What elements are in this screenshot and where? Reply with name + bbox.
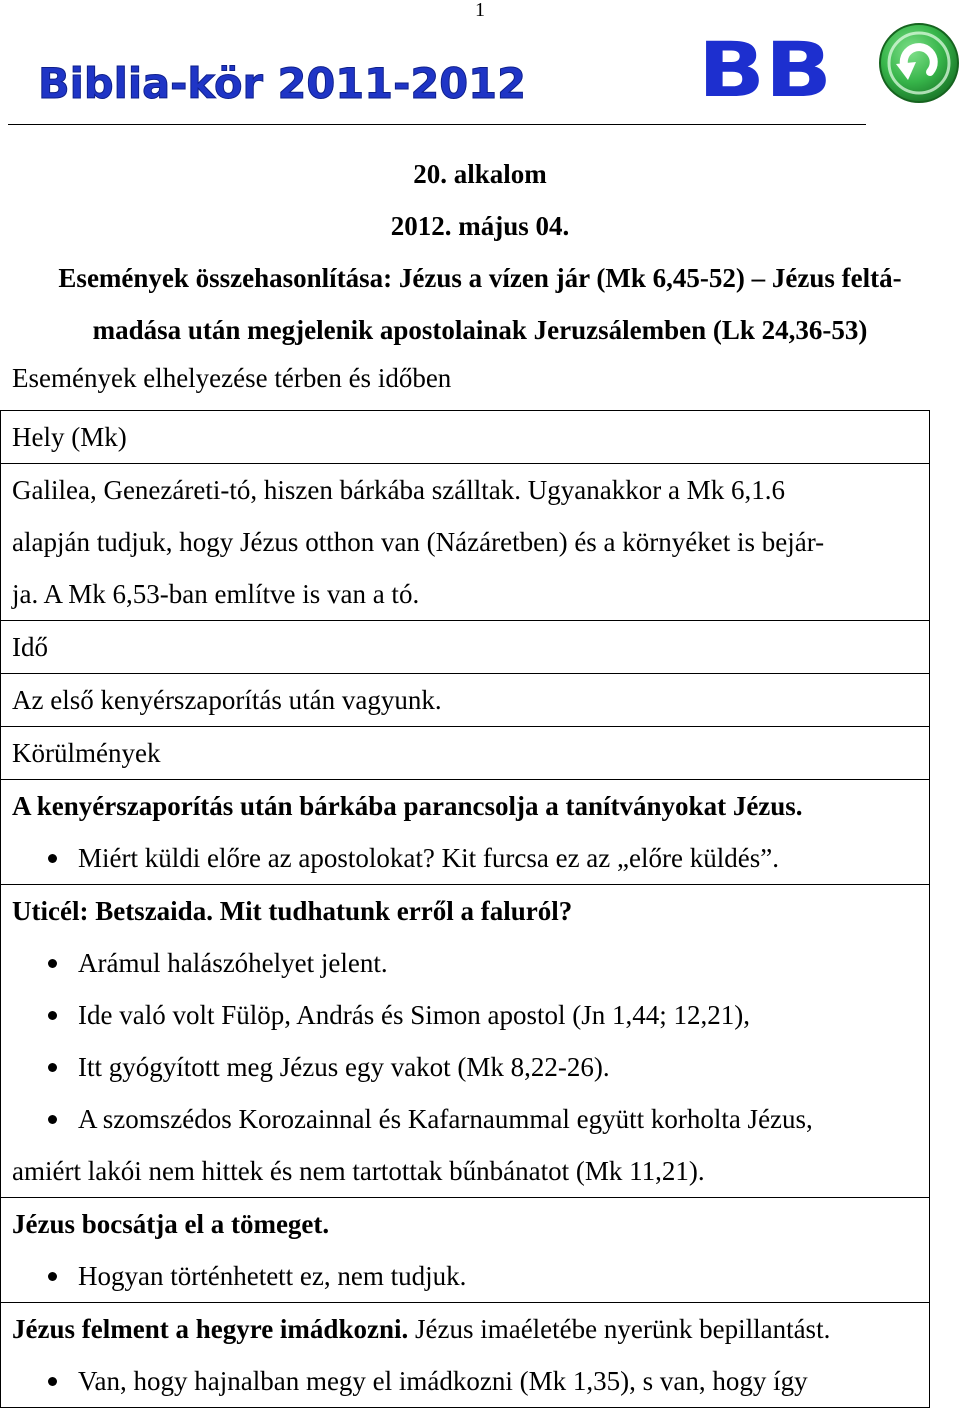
biblia-kor-logo-text: Biblia-kör 2011-2012: [38, 59, 526, 106]
subject-line-1: Események összehasonlítása: Jézus a vízen jár (Mk 6,45-52) – Jézus feltá-: [58, 263, 902, 293]
hegy-list: [12, 1355, 929, 1407]
uticel-list: [12, 937, 929, 1145]
hegy-content: [1, 1303, 930, 1408]
list-item: Hogyan történhetett ez, nem tudjuk.: [12, 1250, 929, 1302]
hely-text-line-1: Galilea, Genezáreti-tó, hiszen bárkába szálltak. Ugyanakkor a Mk 6,1.6: [12, 475, 785, 505]
table-row: [1, 411, 930, 464]
list-item: A szomszédos Korozainnal és Kafarnaummal együtt korholta Jézus,: [12, 1093, 929, 1145]
hegy-line: [12, 1303, 929, 1355]
table-row: [1, 674, 930, 727]
hely-text-line-3: ja. A Mk 6,53-ban említve is van a tó.: [12, 579, 420, 609]
list-item: Itt gyógyított meg Jézus egy vakot (Mk 8,22-26).: [12, 1041, 929, 1093]
table-row: [1, 464, 930, 621]
bb-logo: [698, 36, 832, 102]
list-item: Ide való volt Fülöp, András és Simon apostol (Jn 1,44; 12,21),: [12, 989, 929, 1041]
refresh-arrow-icon: [878, 22, 960, 104]
bb-logo-text: BB: [698, 36, 832, 102]
info-table: [0, 410, 930, 1408]
tomeg-list: [12, 1250, 929, 1302]
list-item: Arámul halászóhelyet jelent.: [12, 937, 929, 989]
hely-text-line-2: alapján tudjuk, hogy Jézus otthon van (Názáretben) és a környéket is bejár-: [12, 527, 825, 557]
korulmenyek-bold: A kenyérszaporítás után bárkába parancsolja a tanítványokat Jézus.: [12, 791, 803, 821]
uticel-content: [1, 885, 930, 1198]
hegy-text: Jézus imaéletébe nyerünk bepillantást.: [408, 1314, 831, 1344]
tomeg-heading: Jézus bocsátja el a tömeget.: [12, 1209, 330, 1239]
hely-heading: Hely (Mk): [1, 411, 930, 464]
table-row: [1, 621, 930, 674]
table-row: [1, 885, 930, 1198]
uticel-continuation: amiért lakói nem hittek és nem tartottak bűnbánatot (Mk 11,21).: [12, 1156, 705, 1186]
title-block: [8, 148, 952, 356]
uticel-heading: Uticél: Betszaida. Mit tudhatunk erről a faluról?: [12, 896, 573, 926]
list-item: Miért küldi előre az apostolokat? Kit furcsa ez az „előre küldés”.: [12, 832, 929, 884]
ido-text: Az első kenyérszaporítás után vagyunk.: [1, 674, 930, 727]
ido-heading: Idő: [1, 621, 930, 674]
tomeg-content: [1, 1198, 930, 1303]
list-item: Van, hogy hajnalban megy el imádkozni (Mk 1,35), s van, hogy így: [12, 1355, 929, 1407]
korulmenyek-content: [1, 780, 930, 885]
table-row: [1, 780, 930, 885]
table-row: [1, 1303, 930, 1408]
hely-text: [1, 464, 930, 621]
session-date: 2012. május 04.: [390, 211, 570, 241]
korulmenyek-list: [12, 832, 929, 884]
page-number: 1: [475, 0, 485, 21]
session-title: 20. alkalom: [413, 159, 547, 189]
header-divider: [8, 124, 866, 125]
biblia-kor-logo: [38, 58, 528, 106]
intro-line: Események elhelyezése térben és időben: [12, 363, 452, 393]
hegy-heading: Jézus felment a hegyre imádkozni.: [12, 1314, 409, 1344]
table-row: [1, 1198, 930, 1303]
table-row: [1, 727, 930, 780]
korulmenyek-heading: Körülmények: [1, 727, 930, 780]
subject-line-2: madása után megjelenik apostolainak Jeruzsálemben (Lk 24,36-53): [92, 315, 868, 345]
